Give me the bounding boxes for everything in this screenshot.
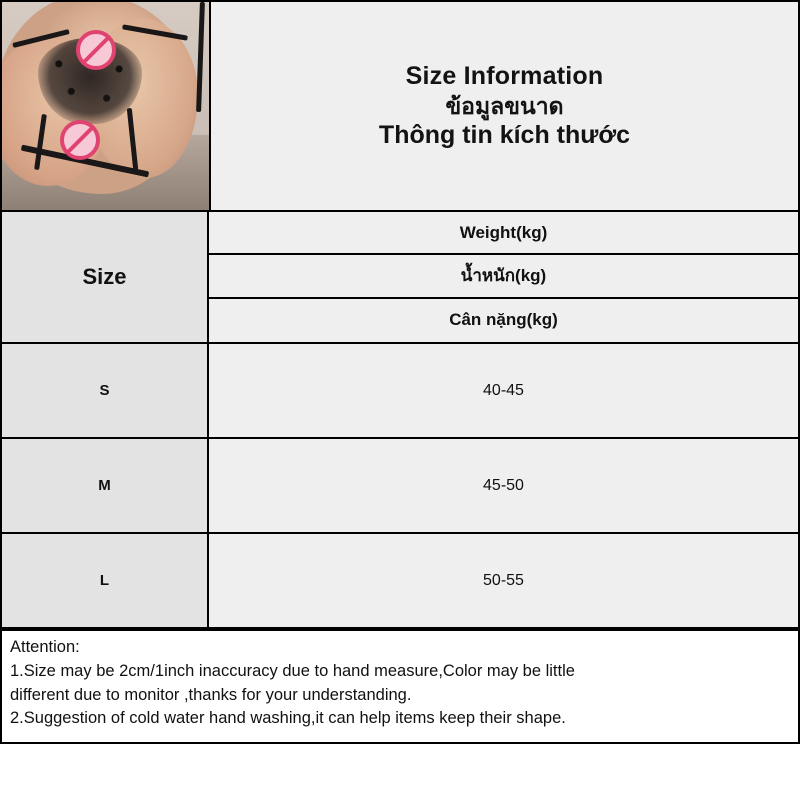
- title-block: [211, 2, 798, 210]
- title-thai: ข้อมูลขนาด: [445, 92, 564, 119]
- attention-line-2: different due to monitor ,thanks for your understanding.: [10, 685, 412, 704]
- product-photo: [2, 2, 211, 210]
- cell-weight-s: 40-45: [209, 344, 798, 437]
- bottom-whitespace: [0, 744, 800, 806]
- table-row: [2, 342, 798, 437]
- column-header-weight-vi: Cân nặng(kg): [449, 310, 558, 330]
- no-entry-icon: [76, 30, 116, 70]
- table-row: [2, 532, 798, 627]
- column-header-weight-th: น้ำหนัก(kg): [209, 255, 798, 298]
- attention-title: Attention:: [10, 638, 80, 656]
- header-row: [0, 0, 800, 212]
- size-table: [0, 212, 800, 629]
- cell-weight-m: 45-50: [209, 439, 798, 532]
- column-header-size: Size: [2, 212, 209, 342]
- title-vietnamese: Thông tin kích thước: [378, 121, 631, 150]
- cell-size-l: L: [2, 534, 209, 627]
- no-entry-icon: [60, 120, 100, 160]
- table-header-row: [2, 212, 798, 342]
- column-header-weight-en: Weight(kg): [209, 212, 798, 255]
- title-english: Size Information: [405, 62, 604, 91]
- cell-size-s: S: [2, 344, 209, 437]
- cell-size-m: M: [2, 439, 209, 532]
- attention-line-1: 1.Size may be 2cm/1inch inaccuracy due to hand measure,Color may be little: [10, 661, 575, 680]
- attention-block: [0, 629, 800, 744]
- cell-weight-l: 50-55: [209, 534, 798, 627]
- table-row: [2, 437, 798, 532]
- attention-line-3: 2.Suggestion of cold water hand washing,it can help items keep their shape.: [10, 709, 566, 728]
- column-header-weight-group: [209, 212, 798, 342]
